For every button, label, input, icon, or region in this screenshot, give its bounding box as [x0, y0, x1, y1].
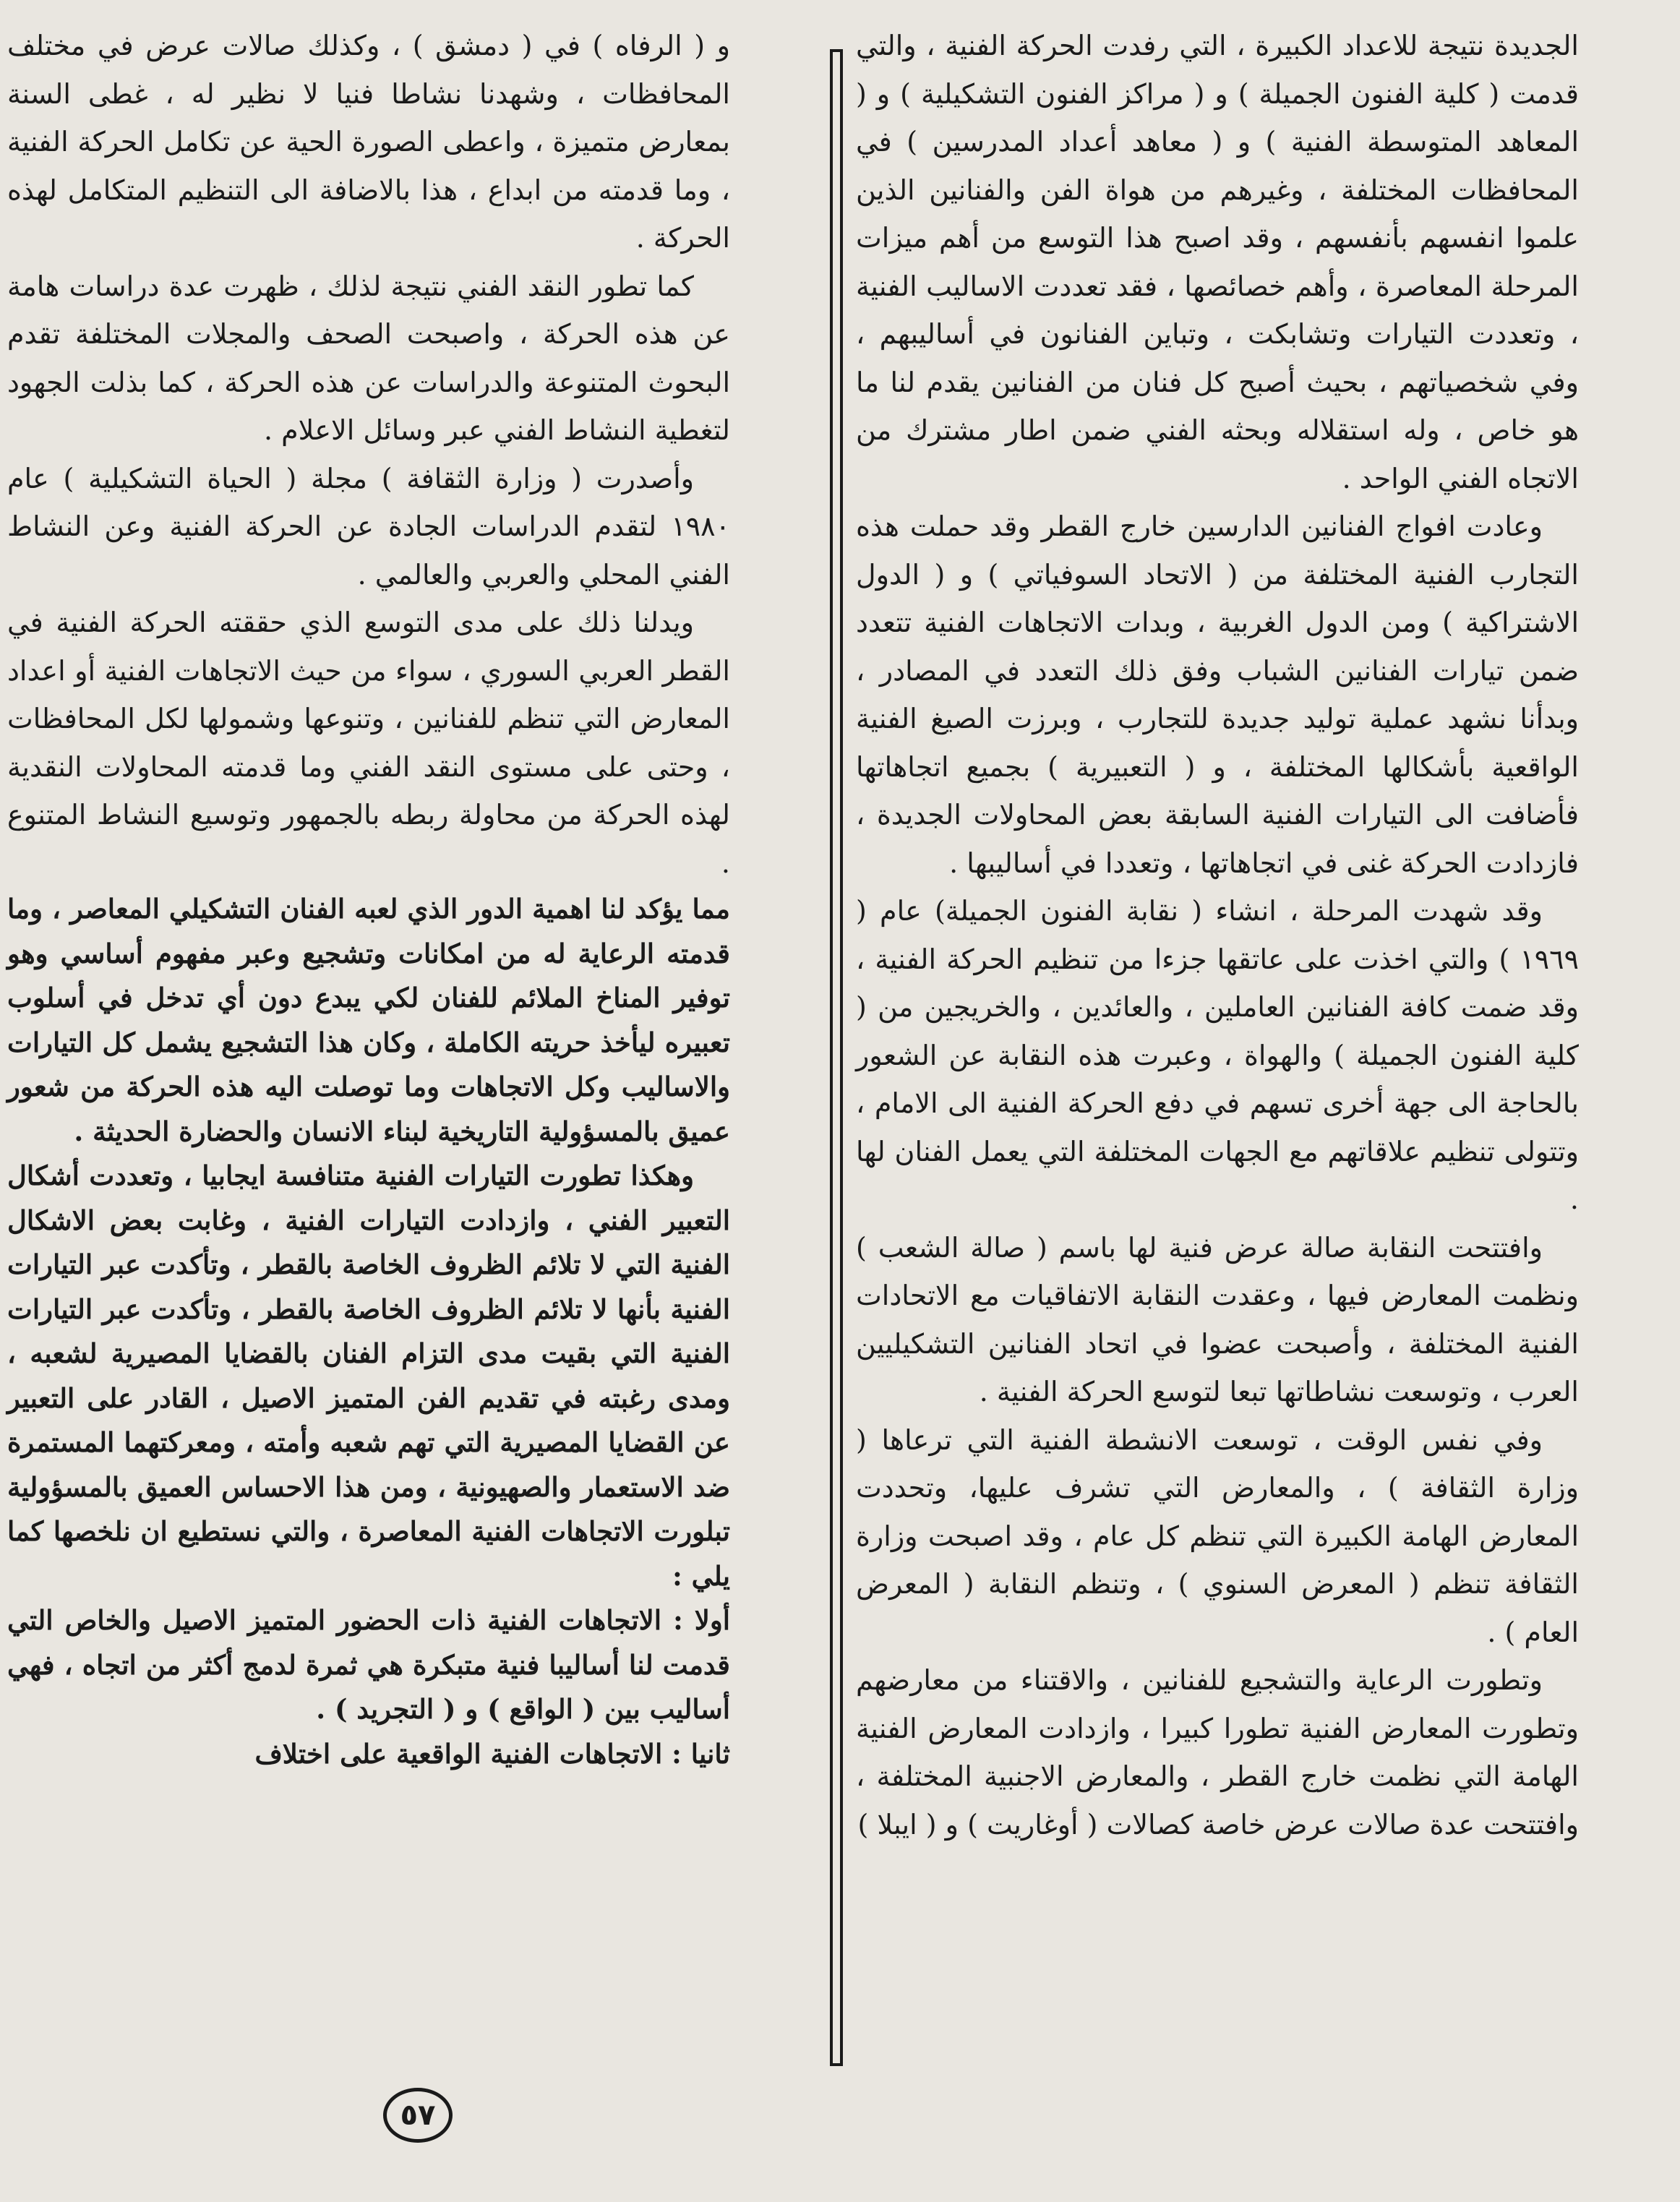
paragraph: وقد شهدت المرحلة ، انشاء ( نقابة الفنون الجميلة) عام ( ١٩٦٩ ) والتي اخذت على عاتقها جزءا من تنظيم الحركة الفنية ، وقد ضمت كافة الفنانين العاملين ، والعائدين ، والخريجين من ( كلية الفنون الجميلة ) والهواة ، وعبرت هذه النقابة عن الشعور بالحاجة الى جهة أخرى تسهم في دفع الحركة الفنية الى الامام ، وتتولى تنظيم علاقاتهم مع الجهات المختلفة التي يعمل الفنان لها .	[856, 895, 1579, 1215]
page-number: ٥٧	[383, 2088, 453, 2143]
paragraph: وفي نفس الوقت ، توسعت الانشطة الفنية التي ترعاها ( وزارة الثقافة ) ، والمعارض التي تشرف عليها، وتحددت المعارض الهامة الكبيرة التي تنظم كل عام ، وقد اصبحت وزارة الثقافة تنظم ( المعرض السنوي ) ، وتنظم النقابة ( المعرض العام ) .	[856, 1423, 1579, 1648]
bold-paragraph: وهكذا تطورت التيارات الفنية متنافسة ايجابيا ، وتعددت أشكال التعبير الفني ، وازدادت التيارات الفنية ، وغابت بعض الاشكال الفنية التي لا تلائم الظروف الخاصة بالقطر ، وتأكدت عبر التيارات الفنية بأنها لا تلائم الظروف الخاصة بالقطر ، وتأكدت عبر التيارات الفنية التي بقيت مدى التزام الفنان بالقضايا المصيرية لشعبه ، ومدى رغبته في تقديم الفن المتميز الاصيل ، القادر على التعبير عن القضايا المصيرية التي تهم شعبه وأمته ، ومعركتهما المستمرة ضد الاستعمار والصهيونية ، ومن هذا الاحساس العميق بالمسؤولية تبلورت الاتجاهات الفنية المعاصرة ، والتي نستطيع ان نلخصها كما يلي :	[7, 1160, 731, 1592]
bold-paragraph: مما يؤكد لنا اهمية الدور الذي لعبه الفنان التشكيلي المعاصر ، وما قدمته الرعاية له من امكانات وتشجيع وعبر مفهوم أساسي وهو توفير المناخ الملائم للفنان لكي يبدع دون أي تدخل في أسلوب تعبيره ليأخذ حريته الكاملة ، وكان هذا التشجيع يشمل كل التيارات والاساليب وكل الاتجاهات وما توصلت اليه هذه الحركة من شعور عميق بالمسؤولية التاريخية لبناء الانسان والحضارة الحديثة .	[7, 893, 730, 1147]
paragraph: و ( الرفاه ) في ( دمشق ) ، وكذلك صالات عرض في مختلف المحافظات ، وشهدنا نشاطا فنيا لا نظير له ، غطى السنة بمعارض متميزة ، واعطى الصورة الحية عن تكامل الحركة الفنية ، وما قدمته من ابداع ، هذا بالاضافة الى التنظيم المتكامل لهذه الحركة .	[7, 30, 730, 254]
column-divider	[830, 49, 843, 2066]
paragraph: وتطورت الرعاية والتشجيع للفنانين ، والاقتناء من معارضهم وتطورت المعارض الفنية تطورا كبيرا ، وازدادت المعارض الفنية الهامة التي نظمت خارج القطر ، والمعارض الاجنبية المختلفة ، وافتتحت عدة صالات عرض خاصة كصالات ( أوغاريت ) و ( ايبلا )	[856, 1664, 1579, 1841]
paragraph: وعادت افواج الفنانين الدارسين خارج القطر وقد حملت هذه التجارب الفنية المختلفة من ( الاتحاد السوفياتي ) و ( الدول الاشتراكية ) ومن الدول الغربية ، وبدات الاتجاهات الفنية تتعدد ضمن تيارات الفنانين الشباب وفق ذلك التعدد في المصادر ، وبدأنا نشهد عملية توليد جديدة للتجارب ، وبرزت الصيغ الفنية الواقعية بأشكالها المختلفة ، و ( التعبيرية ) بجميع اتجاهاتها فأضافت الى التيارات الفنية السابقة بعض المحاولات الجديدة ، فازدادت الحركة غنى في اتجاهاتها ، وتعددا في أساليبها .	[856, 510, 1579, 879]
paragraph: ويدلنا ذلك على مدى التوسع الذي حققته الحركة الفنية في القطر العربي السوري ، سواء من حيث الاتجاهات الفنية أو اعداد المعارض التي تنظم للفنانين ، وتنوعها وشمولها لكل المحافظات ، وحتى على مستوى النقد الفني وما قدمته المحاولات النقدية لهذه الحركة من محاولة ربطه بالجمهور وتوسيع النشاط المتنوع .	[7, 607, 730, 879]
bold-paragraph: أولا : الاتجاهات الفنية ذات الحضور المتميز الاصيل والخاص التي قدمت لنا أساليبا فنية متبكرة هي ثمرة لدمج أكثر من اتجاه ، فهي أساليب بين ( الواقع ) و ( التجريد ) .	[7, 1604, 730, 1725]
paragraph: كما تطور النقد الفني نتيجة لذلك ، ظهرت عدة دراسات هامة عن هذه الحركة ، واصبحت الصحف والمجلات المختلفة تقدم البحوث المتنوعة والدراسات عن هذه الحركة ، كما بذلت الجهود لتغطية النشاط الفني عبر وسائل الاعلام .	[7, 270, 730, 446]
paragraph: وأصدرت ( وزارة الثقافة ) مجلة ( الحياة التشكيلية ) عام ١٩٨٠ لتقدم الدراسات الجادة عن الحركة الفنية وعن النشاط الفني المحلي والعربي والعالمي .	[7, 462, 730, 591]
right-text-column	[856, 22, 1579, 1848]
paragraph: الجديدة نتيجة للاعداد الكبيرة ، التي رفدت الحركة الفنية ، والتي قدمت ( كلية الفنون الجميلة ) و ( مراكز الفنون التشكيلية ) و ( المعاهد المتوسطة الفنية ) و ( معاهد أعداد المدرسين ) في المحافظات المختلفة ، وغيرهم من هواة الفن والفنانين الذين علموا انفسهم بأنفسهم ، وقد اصبح هذا التوسع من أهم ميزات المرحلة المعاصرة ، وأهم خصائصها ، فقد تعددت الاساليب الفنية ، وتعددت التيارات وتشابكت ، وتباين الفنانون في أساليبهم ، وفي شخصياتهم ، بحيث أصبح كل فنان من الفنانين يقدم لنا ما هو خاص ، وله استقلاله وبحثه الفني ضمن اطار مشترك من الاتجاه الفني الواحد .	[856, 30, 1579, 494]
paragraph: وافتتحت النقابة صالة عرض فنية لها باسم ( صالة الشعب ) ونظمت المعارض فيها ، وعقدت النقابة الاتفاقيات مع الاتحادات الفنية المختلفة ، وأصبحت عضوا في اتحاد الفنانين التشكيليين العرب ، وتوسعت نشاطاتها تبعا لتوسع الحركة الفنية .	[856, 1231, 1579, 1408]
left-text-column	[7, 22, 730, 1776]
bold-paragraph: ثانيا : الاتجاهات الفنية الواقعية على اختلاف	[254, 1737, 730, 1770]
